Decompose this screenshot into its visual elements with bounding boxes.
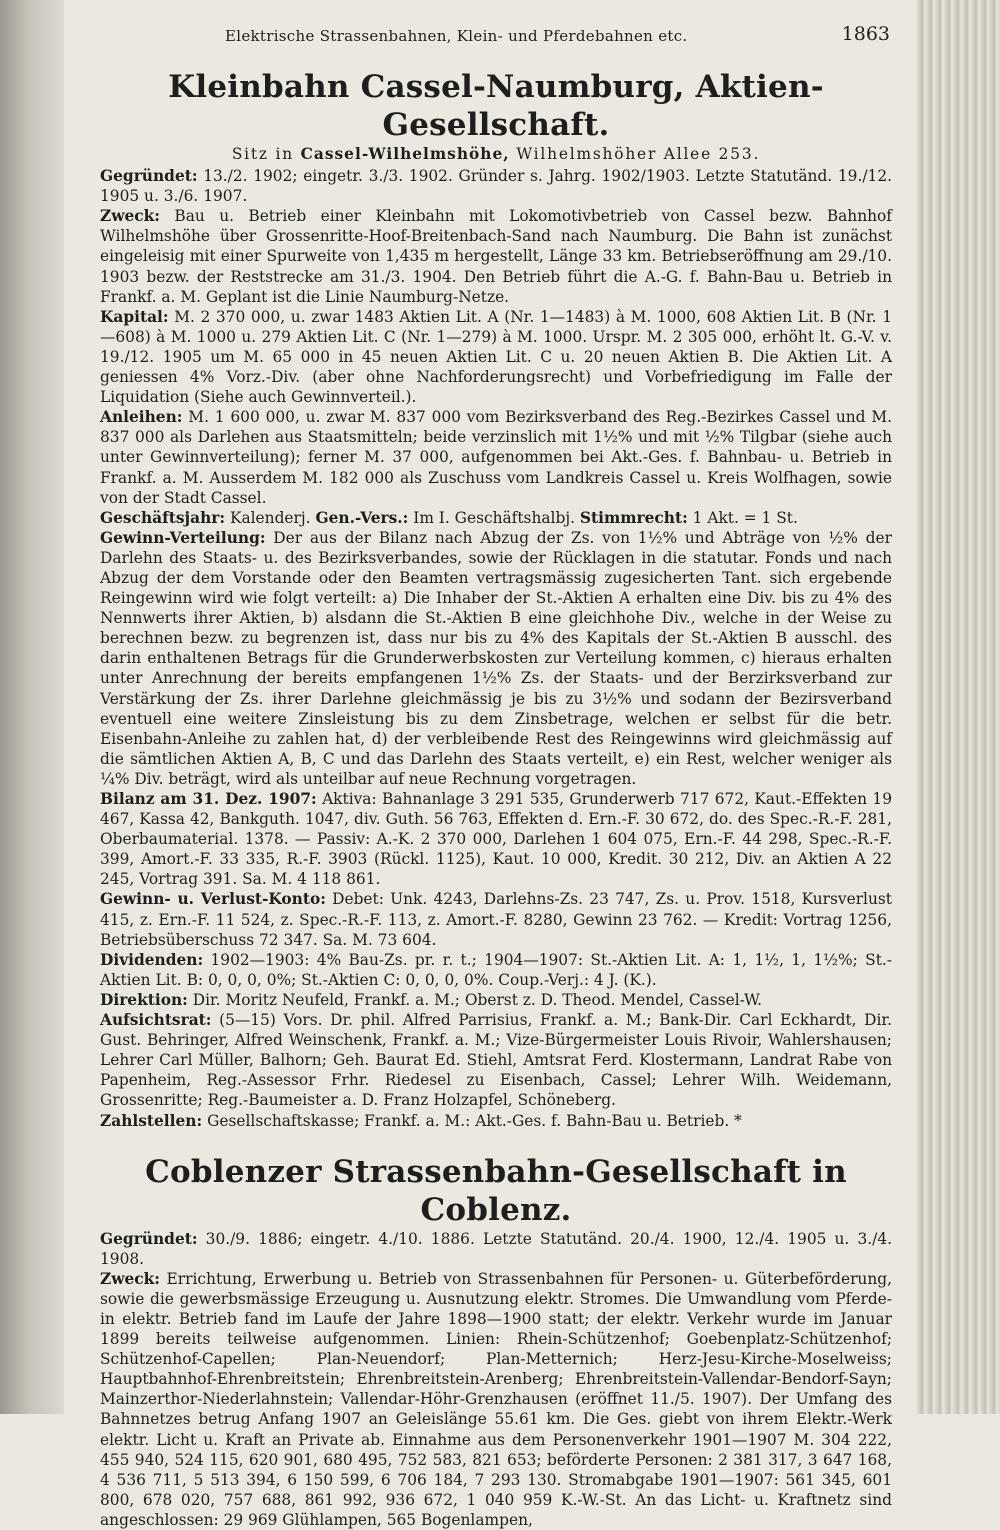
company-entry-kleinbahn-cassel-naumburg <box>100 68 892 1131</box>
section-gewinn-verteilung <box>100 528 892 789</box>
section-label: Zahlstellen: <box>100 1111 203 1130</box>
section-label: Dividenden: <box>100 950 204 969</box>
section-label: Zweck: <box>100 1269 160 1288</box>
scan-right-margin <box>916 0 1000 1414</box>
section-text: 1902—1903: 4% Bau-Zs. pr. r. t.; 1904—1907: St.-Aktien Lit. A: 1, 1½, 1, 1½%; St.-Aktien Lit. B: 0, 0, 0, 0%; St.-Aktien C: 0, 0, 0, 0%. Coup.-Verj.: 4 J. (K.). <box>100 950 892 989</box>
section-label: Gegründet: <box>100 167 198 186</box>
section-label-gen-vers: Gen.-Vers.: <box>315 508 409 527</box>
section-text-stimmrecht: 1 Akt. = 1 St. <box>687 508 798 527</box>
section-aufsichtsrat <box>100 1010 892 1110</box>
section-label: Aufsichtsrat: <box>100 1011 212 1030</box>
company-title: Kleinbahn Cassel-Naumburg, Aktien-Gesellschaft. <box>168 69 824 143</box>
section-bilanz <box>100 789 892 889</box>
section-text: 30./9. 1886; eingetr. 4./10. 1886. Letzte Statutänd. 20./4. 1900, 12./4. 1905 u. 3./4. 1908. <box>100 1229 892 1268</box>
running-head-title: Elektrische Strassenbahnen, Klein- und Pferdebahnen etc. <box>225 27 688 45</box>
section-text: Errichtung, Erwerbung u. Betrieb von Strassenbahnen für Personen- u. Güterbeförderung, sowie die gewerbsmässige Erzeugung u. Ausnutzung elektr. Stromes. Die Umwandlung vom Pferde- in elektr. Betrieb fand im Laufe der Jahre 1898—1900 statt; der elektr. Verkehr wurde im Januar 1899 bereits teilweise aufgenommen. Linien: Rhein-Schützenhof; Goebenplatz-Schützenhof; Schützenhof-Capellen; Plan-Neuendorf; Plan-Metternich; Herz-Jesu-Kirche-Moselweiss; Hauptbahnhof-Ehrenbreitstein; Ehrenbreitstein-Arenberg; Ehrenbreitstein-Vallendar-Bendorf-Sayn; Mainzerthor-Niederlahnstein; Vallendar-Höhr-Grenzhausen (eröffnet 11./5. 1907). Der Umfang des Bahnnetzes betrug Anfang 1907 an Geleislänge 55.61 km. Die Ges. giebt von ihrem Elektr.-Werk elektr. Licht u. Kraft an Private ab. Einnahme aus dem Personenverkehr 1901—1907 M. 304 222, 455 940, 524 115, 620 901, 680 495, 752 583, 821 653; beförderte Personen: 2 381 317, 3 647 168, 4 536 711, 5 513 394, 6 150 599, 6 706 184, 7 293 130. Stromabgabe 1901—1907: 561 345, 601 800, 678 020, 757 688, 861 992, 936 672, 1 040 959 K.-W.-St. An das Licht- u. Kraftnetz sind angeschlossen: 29 969 Glühlampen, 565 Bogenlampen, <box>100 1269 892 1529</box>
section-text: (5—15) Vors. Dr. phil. Alfred Parrisius, Frankf. a. M.; Bank-Dir. Carl Eckhardt, Dir. Gust. Behringer, Alfred Weinschenk, Frankf. a. M.; Vize-Bürgermeister Louis Rivoir, Wahlershausen; Lehrer Carl Müller, Balhorn; Geh. Baurat Ed. Stiehl, Amtsrat Ferd. Klostermann, Landrat Rabe von Papenheim, Reg.-Assessor Frhr. Riedesel zu Eisenbach, Cassel; Lehrer Wilh. Weidemann, Grossenritte; Reg.-Baumeister a. D. Franz Holzapfel, Schöneberg. <box>100 1011 892 1110</box>
section-label: Direktion: <box>100 990 188 1009</box>
section-text: M. 1 600 000, u. zwar M. 837 000 vom Bezirksverband des Reg.-Bezirkes Cassel und M. 837 000 als Darlehen aus Staatsmitteln; beide verzinslich mit 1½% und mit ½% Tilgbar (siehe auch unter Gewinnverteilung); ferner M. 37 000, aufgenommen bei Akt.-Ges. f. Bahnbau- u. Betrieb in Frankf. a. M. Ausserdem M. 182 000 als Zuschuss vom Landkreis Cassel u. Kreis Wolfhagen, sowie von der Stadt Cassel. <box>100 408 892 507</box>
section-text: Der aus der Bilanz nach Abzug der Zs. von 1½% und Abträge von ½% der Darlehn des Staats- u. des Bezirksverbandes, sowie der Rücklagen in die statutar. Fonds und nach Abzug der dem Vorstande oder den Beamten vertragsmässig zugesicherten Tant. sich ergebende Reingewinn wird wie folgt verteilt: a) Die Inhaber der St.-Aktien A erhalten eine Div. bis zu 4% des Nennwerts ihrer Aktien, b) alsdann die St.-Aktien B eine gleichhohe Div., welche in der Weise zu berechnen bezw. zu begrenzen ist, dass nur bis zu 4% des Kapitals der St.-Aktien B ausschl. des darin enthaltenen Betrags für die Grunderwerbskosten zur Verteilung kommen, c) hieraus erhalten unter Anrechnung der bereits empfangenen 1½% Zs. der Staats- und der Berzirksverband zur Verstärkung der Zs. ihrer Darlehne gleichmässig je bis zu 3½% und sodann der Bezirsverband eventuell eine weitere Zinsleistung bis zu dem Zinsbetrage, welchen er selbst für die betr. Eisenbahn-Anleihe zu zahlen hat, d) der verbleibende Rest des Reingewinns wird gleichmässig auf die sämtlichen Aktien A, B, C und das Darlehn des Staats verteilt, e) ein Rest, welcher weniger als ¼% Div. beträgt, wird als unteilbar auf neue Rechnung vorgetragen. <box>100 528 892 788</box>
section-gegruendet <box>100 166 892 206</box>
section-text: Gesellschaftskasse; Frankf. a. M.: Akt.-Ges. f. Bahn-Bau u. Betrieb. * <box>202 1111 742 1130</box>
section-gegruendet <box>100 1229 892 1269</box>
seat-address: Wilhelmshöher Allee 253. <box>509 145 761 163</box>
section-text: Aktiva: Bahnanlage 3 291 535, Grunderwerb 717 672, Kaut.-Effekten 19 467, Kassa 42, Bankguth. 1047, div. Guth. 56 763, Effekten d. Ern.-F. 30 672, do. des Spec.-R.-F. 281, Oberbaumaterial. 1378. — Passiv: A.-K. 2 370 000, Darlehen 1 604 075, Ern.-F. 44 298, Spec.-R.-F. 399, Amort.-F. 33 335, R.-F. 3903 (Rückl. 1125), Kaut. 10 000, Kredit. 30 212, Div. an Aktien A 22 245, Vortrag 391. Sa. M. 4 118 861. <box>100 790 892 889</box>
section-dividenden <box>100 950 892 990</box>
section-zahlstellen <box>100 1111 892 1131</box>
document-page <box>100 22 892 1530</box>
seat-name: Cassel-Wilhelmshöhe, <box>300 145 510 163</box>
section-geschaeftsjahr <box>100 508 892 528</box>
section-label: Gegründet: <box>100 1229 198 1248</box>
section-anleihen <box>100 407 892 507</box>
seat-prefix: Sitz in <box>231 145 301 163</box>
scan-left-margin <box>0 0 64 1414</box>
section-kapital <box>100 307 892 407</box>
section-text-gen-vers: Im I. Geschäftshalbj. <box>408 508 580 527</box>
section-text: M. 2 370 000, u. zwar 1483 Aktien Lit. A (Nr. 1—1483) à M. 1000, 608 Aktien Lit. B (Nr. 1—608) à M. 1000 u. 279 Aktien Lit. C (Nr. 1—279) à M. 1000. Urspr. M. 2 305 000, erhöht lt. G.-V. v. 19./12. 1905 um M. 65 000 in 45 neuen Aktien Lit. C u. 20 neuen Aktien B. Die Aktien Lit. A geniessen 4% Vorz.-Div. (aber ohne Nachforderungsrecht) und Vorbefriedigung im Falle der Liquidation (Siehe auch Gewinnverteil.). <box>100 307 892 407</box>
section-label: Anleihen: <box>100 408 183 427</box>
running-head <box>100 22 892 52</box>
section-direktion <box>100 990 892 1010</box>
section-text: Bau u. Betrieb einer Kleinbahn mit Lokomotivbetrieb von Cassel bezw. Bahnhof Wilhelmshöhe über Grossenritte-Hoof-Breitenbach-Sand nach Naumburg. Die Bahn ist zunächst eingeleisig mit einer Spurweite von 1,435 m hergestellt, Länge 33 km. Betriebseröffnung am 29./10. 1903 bezw. der Reststrecke am 31./3. 1904. Den Betrieb führt die A.-G. f. Bahn-Bau u. Betrieb in Frankf. a. M. Geplant ist die Linie Naumburg-Netze. <box>100 207 892 306</box>
section-label: Geschäftsjahr: <box>100 508 226 527</box>
section-label-stimmrecht: Stimmrecht: <box>579 508 688 527</box>
section-text: Kalenderj. <box>225 508 316 527</box>
section-label: Zweck: <box>100 207 160 226</box>
section-label: Bilanz am 31. Dez. 1907: <box>100 790 317 808</box>
company-title: Coblenzer Strassenbahn-Gesellschaft in Coblenz. <box>145 1153 847 1228</box>
section-zweck <box>100 1269 892 1530</box>
section-label: Gewinn-Verteilung: <box>100 528 266 547</box>
section-text: Debet: Unk. 4243, Darlehns-Zs. 23 747, Zs. u. Prov. 1518, Kursverlust 415, z. Ern.-F. 11 524, z. Spec.-R.-F. 113, z. Amort.-F. 8280, Gewinn 23 762. — Kredit: Vortrag 1256, Betriebsüberschuss 72 347. Sa. M. 73 604. <box>100 890 892 949</box>
company-entry-coblenzer-strassenbahn <box>100 1153 892 1530</box>
section-label: Gewinn- u. Verlust-Konto: <box>100 890 326 909</box>
section-text: Dir. Moritz Neufeld, Frankf. a. M.; Oberst z. D. Theod. Mendel, Cassel-W. <box>187 990 763 1009</box>
section-gewinn-verlust <box>100 889 892 949</box>
company-seat <box>100 144 892 164</box>
section-zweck <box>100 206 892 306</box>
section-label: Kapital: <box>100 307 169 326</box>
page-number: 1863 <box>841 23 890 45</box>
section-text: 13./2. 1902; eingetr. 3./3. 1902. Gründer s. Jahrg. 1902/1903. Letzte Statutänd. 19./12. 1905 u. 3./6. 1907. <box>100 167 892 206</box>
